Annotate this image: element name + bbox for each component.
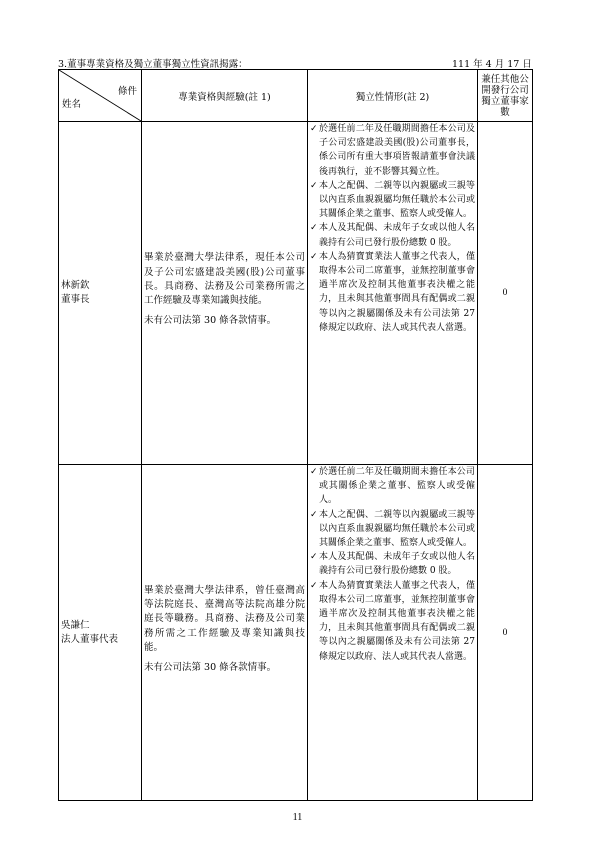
independence-item: ✓ 本人之配偶、二親等以內親屬或三親等以內直系血親親屬均無任職於本公司或其關係企業之董事、監察人或受僱人。 bbox=[310, 509, 475, 549]
header-condition-label: 條件 bbox=[117, 86, 137, 97]
check-mark-icon: ✓ bbox=[310, 467, 318, 477]
qualification-text: 畢業於臺灣大學法律系，現任本公司及子公司宏盛建設美國(股)公司董事長。具商務、法務及公司業務所需之工作經驗及專業知識與技能。 bbox=[144, 252, 305, 307]
table-row bbox=[59, 122, 533, 465]
header-other-boards: 兼任其他公開發行公司獨立董事家數 bbox=[478, 70, 533, 122]
section-title: 3.董事專業資格及獨立董事獨立性資訊揭露： bbox=[58, 59, 248, 70]
director-name-cell bbox=[59, 465, 142, 801]
independence-item: ✓ 本人為猜寶實業法人董事之代表人，僅取得本公司二席董事，並無控制董事會過半席次及控制其他董事表決權之能力，且未與其他董事間具有配偶或二親等以內之親屬關係及未有公司法第 27 條規定以政府、法人或其代表人當選。 bbox=[310, 580, 475, 662]
independence-item: ✓ 於選任前二年及任職期間擔任本公司及子公司宏盛建設美國(股)公司董事長，係公司所有重大事項皆報請董事會決議後再執行，並不影響其獨立性。 bbox=[310, 124, 475, 177]
independence-cell bbox=[308, 465, 478, 801]
independence-cell bbox=[308, 122, 478, 465]
page-number: 11 bbox=[292, 812, 303, 823]
independence-item: ✓ 於選任前二年及任職期間未擔任本公司或其關係企業之董事、監察人或受僱人。 bbox=[310, 467, 475, 506]
director-title: 董事長 bbox=[61, 294, 90, 305]
independence-item: ✓ 本人及其配偶、未成年子女或以他人名義持有公司已發行股份總數 0 股。 bbox=[310, 223, 475, 248]
table-row bbox=[59, 465, 533, 801]
other-boards-count: 0 bbox=[478, 122, 533, 465]
qualification-cell bbox=[142, 465, 308, 801]
check-mark-icon: ✓ bbox=[310, 580, 318, 591]
check-mark-icon: ✓ bbox=[310, 124, 318, 134]
check-mark-icon: ✓ bbox=[310, 509, 318, 520]
director-table bbox=[58, 69, 533, 801]
director-name-cell bbox=[59, 122, 142, 465]
other-boards-count: 0 bbox=[478, 465, 533, 801]
check-mark-icon: ✓ bbox=[310, 251, 318, 262]
qualification-note: 未有公司法第 30 條各款情事。 bbox=[144, 315, 277, 327]
header-name-label: 姓名 bbox=[62, 99, 82, 110]
header-name-condition-cell bbox=[59, 70, 142, 122]
independence-item: ✓ 本人之配偶、二親等以內親屬或三親等以內直系血親親屬均無任職於本公司或其關係企業之董事、監察人或受僱人。 bbox=[310, 180, 475, 220]
table-header-row bbox=[59, 70, 533, 122]
qualification-note: 未有公司法第 30 條各款情事。 bbox=[144, 661, 277, 673]
report-date: 111 年 4 月 17 日 bbox=[452, 59, 532, 70]
check-mark-icon: ✓ bbox=[310, 223, 318, 234]
independence-item: ✓ 本人為猜寶實業法人董事之代表人，僅取得本公司二席董事，並無控制董事會過半席次及控制其他董事表決權之能力，且未與其他董事間具有配偶或二親等以內之親屬關係及未有公司法第 27 條規定以政府、法人或其代表人當選。 bbox=[310, 251, 475, 333]
check-mark-icon: ✓ bbox=[310, 552, 318, 563]
qualification-cell bbox=[142, 122, 308, 465]
header-independence: 獨立性情形(註 2) bbox=[308, 70, 478, 122]
header-qualification: 專業資格與經驗(註 1) bbox=[142, 70, 308, 122]
director-name: 吳謙仁 bbox=[61, 619, 90, 631]
qualification-text: 畢業於臺灣大學法律系，曾任臺灣高等法院庭長、臺灣高等法院高雄分院庭長等職務。具商務、法務及公司業務所需之工作經驗及專業知識與技能。 bbox=[144, 584, 305, 653]
director-name: 林新欽 bbox=[61, 280, 90, 291]
director-title: 法人董事代表 bbox=[61, 633, 119, 645]
check-mark-icon: ✓ bbox=[310, 180, 318, 191]
independence-item: ✓ 本人及其配偶、未成年子女或以他人名義持有公司已發行股份總數 0 股。 bbox=[310, 552, 475, 577]
